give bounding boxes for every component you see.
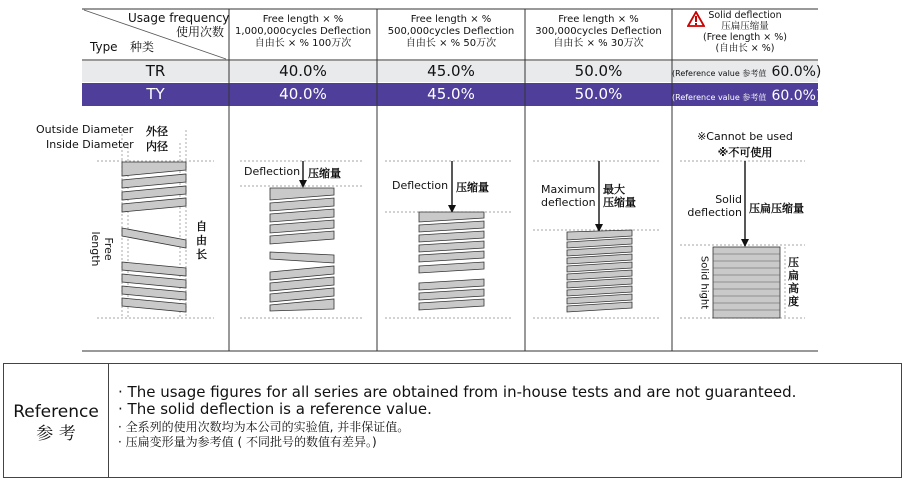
free-length-label: Free length [89,231,115,267]
type-label-cn: 种类 [130,40,155,54]
row-ty-reference-prefix: (Reference value 参考值 [672,93,767,102]
row-tr-reference-value: 60.0%) [771,64,822,80]
deflection-label-1-cn: 压缩量 [308,167,341,180]
header-col-4-line4: (自由长 × %) [715,43,775,54]
reference-notes [118,384,898,450]
header-col-3-line3: 自由长 × % 30万次 [553,38,644,49]
maximum-deflection-cn-line1: 最大 [603,183,625,196]
maximum-deflection-line1: Maximum [541,183,596,196]
header-col-3-line1: Free length × % [558,14,639,25]
solid-height-label-cn: 压扁高度 [788,256,799,308]
spring-coil-icon [240,161,364,318]
row-tr-type: TR [145,62,166,80]
solid-height-label: Solid hight [698,255,710,310]
usage-frequency-label-cn: 使用次数 [176,25,225,39]
outside-diameter-label: Outside Diameter [36,123,134,136]
header-col-4-line3: (Free length × %) [703,32,787,43]
header-col-1-line2: 1,000,000cycles Deflection [234,26,372,37]
header-col-1-line1: Free length × % [262,14,344,25]
row-tr-reference-prefix: (Reference value 参考值 [672,69,767,78]
solid-deflection-line2: deflection [687,206,742,219]
deflection-label-2-cn: 压缩量 [456,181,489,194]
outside-diameter-label-cn: 外径 [146,125,168,138]
row-tr-value-2: 45.0% [427,62,475,80]
row-ty-value-3: 50.0% [574,85,623,103]
row-ty-value-2: 45.0% [427,85,475,103]
header-col-1-line3: 自由长 × % 100万次 [254,38,352,49]
maximum-deflection-label-cn [603,183,636,209]
row-tr-value-3: 50.0% [574,62,623,80]
row-tr-value-1: 40.0% [279,62,327,80]
header-col-4-line1: Solid deflection [708,10,782,21]
reference-box [3,363,902,478]
row-ty-type: TY [146,85,165,103]
cannot-be-used-label-cn: ※不可使用 [717,146,773,159]
inside-diameter-label-cn: 内径 [146,140,168,153]
deflection-label-1: Deflection [244,165,301,178]
solid-deflection-label [686,193,742,219]
header-col-2-line3: 自由长 × % 50万次 [405,38,497,49]
cannot-be-used-label: ※Cannot be used [697,130,793,143]
reference-note-4: · 压扁变形量为参考值 ( 不同批号的数值有差异。) [118,435,377,449]
header-col-4-line2: 压扁压缩量 [721,21,769,32]
row-ty-value-1: 40.0% [279,85,327,103]
solid-deflection-label-cn: 压扁压缩量 [749,202,804,215]
header-col-2-line2: 500,000cycles Deflection [387,26,515,37]
reference-note-2: · The solid deflection is a reference value. [118,400,432,418]
maximum-deflection-cn-line2: 压缩量 [603,196,636,209]
free-length-label-cn: 自由长 [196,220,207,261]
maximum-deflection-line2: deflection [541,196,596,209]
reference-title-cell [4,364,109,477]
reference-note-1: · The usage figures for all series are obtained from in-house tests and are not guaranteed. [118,383,797,401]
reference-title: Reference [13,402,99,422]
maximum-deflection-label [541,183,595,209]
reference-note-3: · 全系列的使用次数均为本公司的实验值, 并非保证值。 [118,420,410,434]
usage-frequency-label: Usage frequency [128,11,230,25]
header-col-3-line2: 300,000cycles Deflection [535,26,662,37]
header-col-2-line1: Free length × % [410,14,492,25]
solid-deflection-line1: Solid [715,193,742,206]
deflection-label-2: Deflection [392,179,449,192]
inside-diameter-label: Inside Diameter [46,138,134,151]
type-label: Type [90,40,118,54]
reference-title-cn: 参 考 [36,424,76,444]
row-ty-reference-value: 60.0%) [771,88,822,104]
